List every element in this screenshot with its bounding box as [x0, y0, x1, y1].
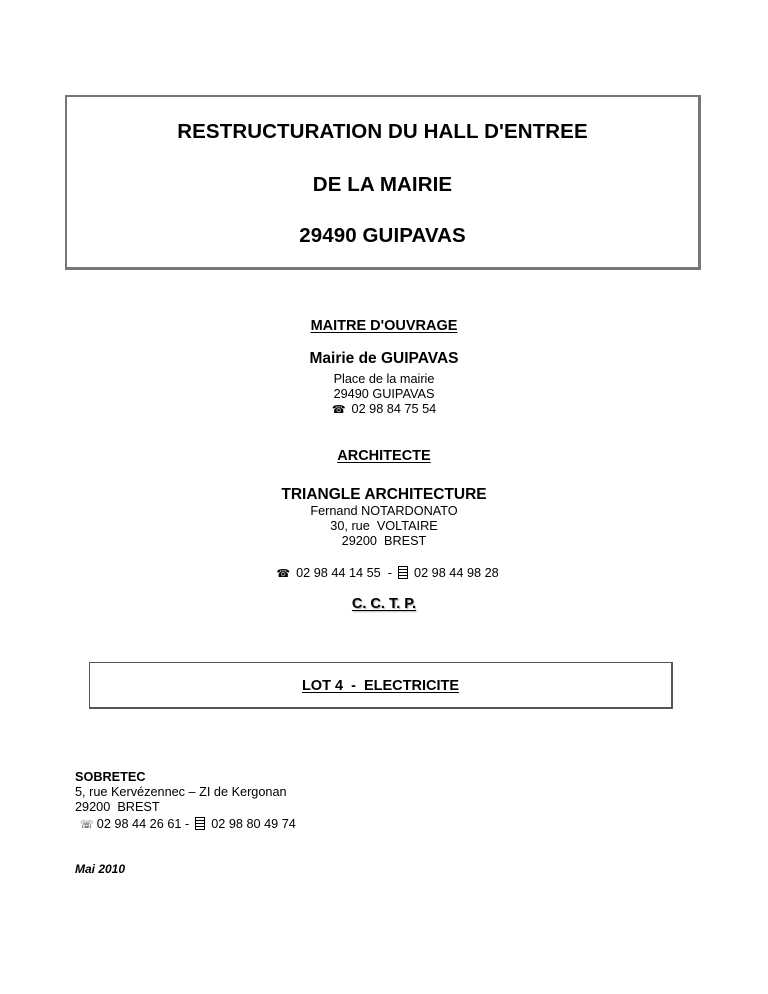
maitre-ouvrage-phone-line: [0, 402, 768, 417]
project-title-line-1: RESTRUCTURATION DU HALL D'ENTREE: [177, 120, 588, 143]
architecte-phone: 02 98 44 14 55: [296, 566, 381, 580]
maitre-ouvrage-heading: MAITRE D'OUVRAGE: [310, 318, 458, 334]
bureau-etudes-phone-fax-line: [75, 815, 296, 832]
bureau-etudes-name: SOBRETEC: [75, 770, 146, 784]
bureau-etudes-block: [75, 770, 296, 832]
fax-icon: [195, 817, 205, 830]
maitre-ouvrage-name: Mairie de GUIPAVAS: [309, 350, 459, 367]
architecte-fax: 02 98 44 98 28: [414, 566, 499, 580]
architecte-address-1: 30, rue VOLTAIRE: [330, 519, 438, 533]
phone-icon: ☎: [331, 403, 346, 416]
architecte-heading: ARCHITECTE: [337, 448, 431, 464]
document-type: C. C. T. P.: [351, 596, 417, 612]
architecte-phone-fax-line: [0, 549, 768, 581]
maitre-ouvrage-phone: 02 98 84 75 54: [351, 402, 437, 416]
bureau-etudes-phone: 02 98 44 26 61 -: [96, 817, 190, 831]
architecte-contact: Fernand NOTARDONATO: [310, 504, 458, 518]
phone-outline-icon: ☏: [80, 818, 94, 831]
document-date: Mai 2010: [75, 862, 126, 876]
bureau-etudes-fax: 02 98 80 49 74: [211, 817, 296, 831]
architecte-name: TRIANGLE ARCHITECTURE: [281, 486, 487, 503]
bureau-etudes-address-1: 5, rue Kervézennec – ZI de Kergonan: [75, 785, 287, 799]
project-title-line-2: DE LA MAIRIE: [312, 173, 453, 196]
title-box: [65, 95, 701, 270]
bureau-etudes-address-2: 29200 BREST: [75, 800, 160, 814]
lot-title: LOT 4 - ELECTRICITE: [301, 678, 460, 694]
architecte-address-2: 29200 BREST: [341, 534, 427, 548]
lot-box: [89, 662, 673, 709]
phone-icon: ☎: [276, 567, 291, 580]
architecte-separator: -: [387, 566, 393, 580]
maitre-ouvrage-address-2: 29490 GUIPAVAS: [333, 387, 435, 401]
maitre-ouvrage-address-1: Place de la mairie: [333, 372, 435, 386]
project-title-line-3: 29490 GUIPAVAS: [299, 224, 466, 247]
fax-icon: [398, 566, 408, 579]
